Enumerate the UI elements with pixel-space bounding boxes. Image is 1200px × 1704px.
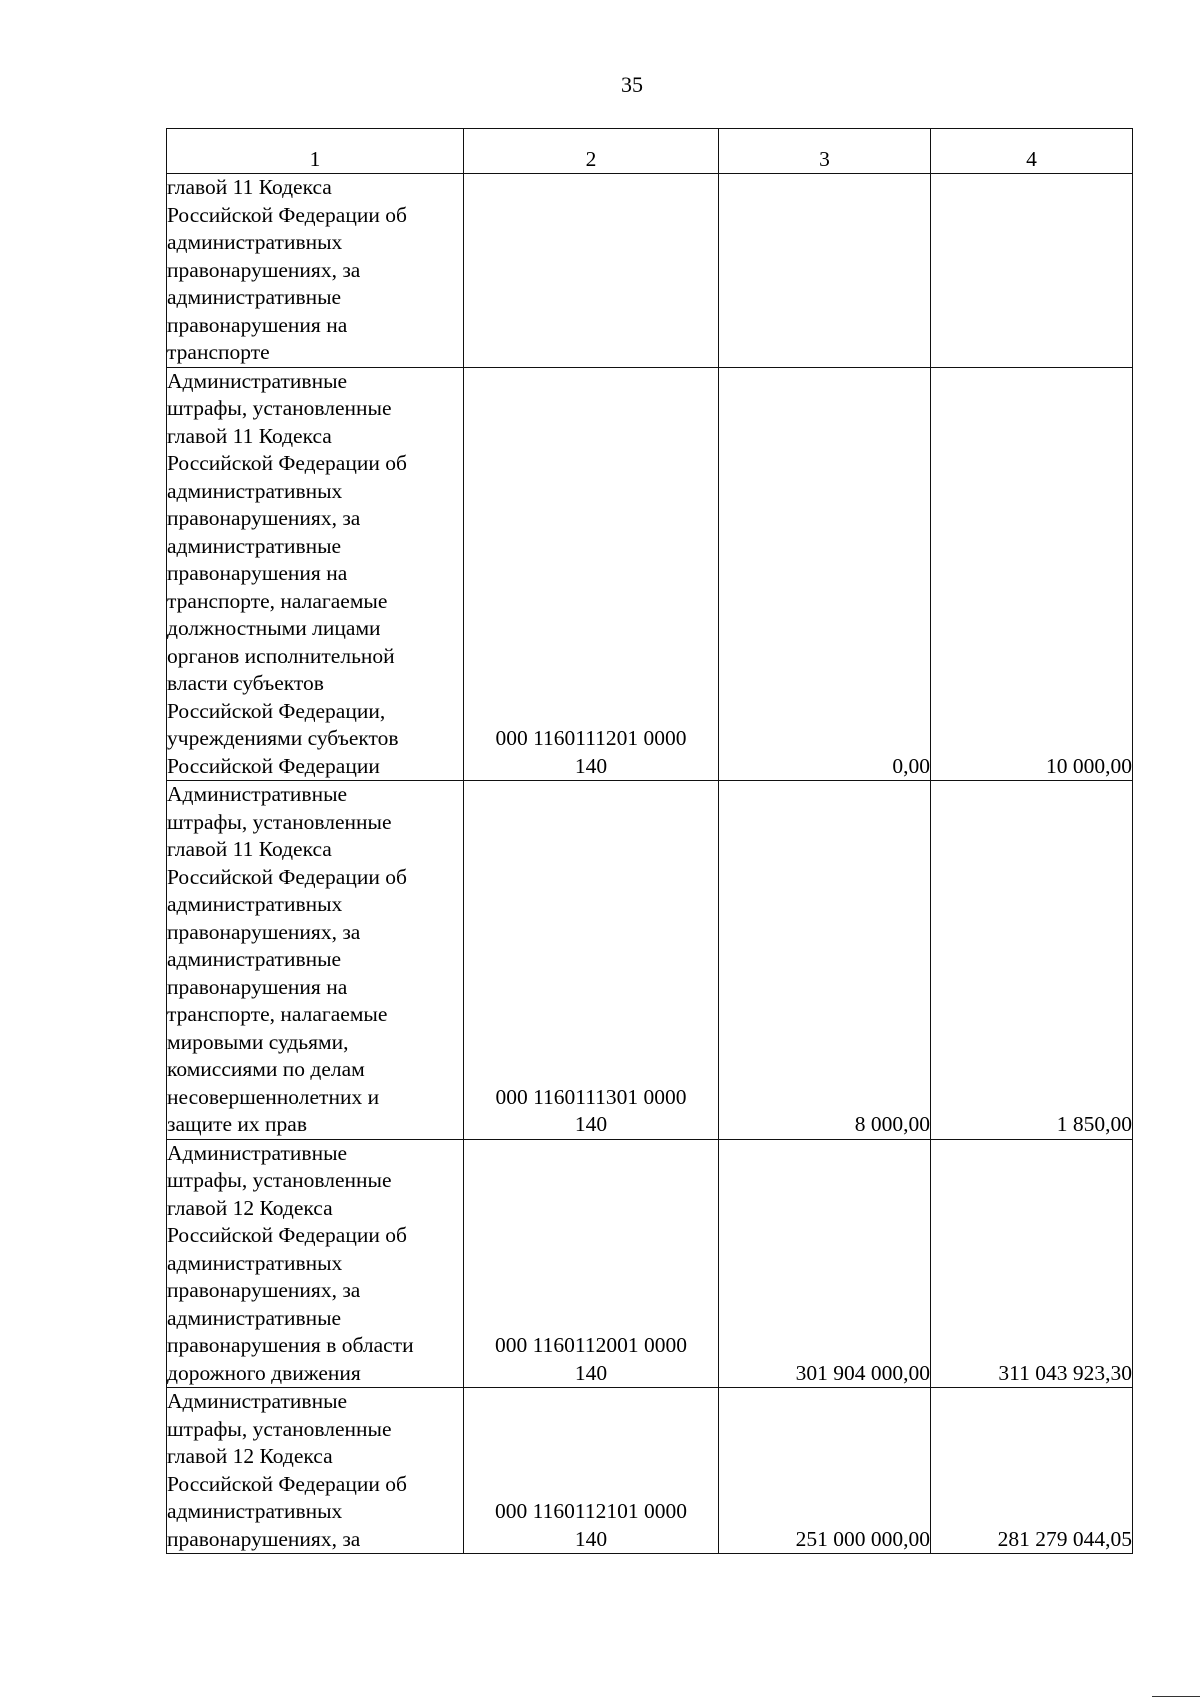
row-value-col3: 8 000,00	[719, 781, 931, 1140]
table-row	[167, 781, 1133, 1140]
row-value-col4: 10 000,00	[931, 367, 1133, 781]
row-value-col3: 251 000 000,00	[719, 1388, 931, 1554]
column-header-2: 2	[464, 129, 719, 174]
row-description: Административные штрафы, установленные главой 11 Кодекса Российской Федерации об административных правонарушениях, за административные правонарушения на транспорте, налагаемые мировыми судьями, комиссиями по делам несовершеннолетних и защите их прав	[167, 781, 464, 1140]
table-row	[167, 174, 1133, 368]
row-value-col3: 0,00	[719, 367, 931, 781]
row-value-col4: 281 279 044,05	[931, 1388, 1133, 1554]
table-row	[167, 1388, 1133, 1554]
row-description: Административные штрафы, установленные главой 11 Кодекса Российской Федерации об административных правонарушениях, за административные правонарушения на транспорте, налагаемые должностными лицами органов исполнительной власти субъектов Российской Федерации, учреждениями субъектов Российской Федерации	[167, 367, 464, 781]
column-header-3: 3	[719, 129, 931, 174]
row-value-col4: 1 850,00	[931, 781, 1133, 1140]
row-code: 000 1160112101 0000 140	[464, 1388, 719, 1554]
row-description: главой 11 Кодекса Российской Федерации об административных правонарушениях, за административные правонарушения на транспорте	[167, 174, 464, 368]
row-value-col3: 301 904 000,00	[719, 1139, 931, 1388]
corner-rule	[1152, 1696, 1200, 1697]
row-code	[464, 174, 719, 368]
row-code: 000 1160111201 0000 140	[464, 367, 719, 781]
table-row	[167, 1139, 1133, 1388]
budget-table	[166, 128, 1133, 1554]
row-code: 000 1160112001 0000 140	[464, 1139, 719, 1388]
row-value-col4: 311 043 923,30	[931, 1139, 1133, 1388]
row-value-col3	[719, 174, 931, 368]
page-number: 35	[621, 72, 643, 97]
row-description: Административные штрафы, установленные главой 12 Кодекса Российской Федерации об административных правонарушениях, за административные правонарушения в области дорожного движения	[167, 1139, 464, 1388]
table-row	[167, 367, 1133, 781]
row-code: 000 1160111301 0000 140	[464, 781, 719, 1140]
column-header-4: 4	[931, 129, 1133, 174]
row-value-col4	[931, 174, 1133, 368]
row-description: Административные штрафы, установленные главой 12 Кодекса Российской Федерации об административных правонарушениях, за	[167, 1388, 464, 1554]
column-header-1: 1	[167, 129, 464, 174]
header-row	[167, 129, 1133, 174]
